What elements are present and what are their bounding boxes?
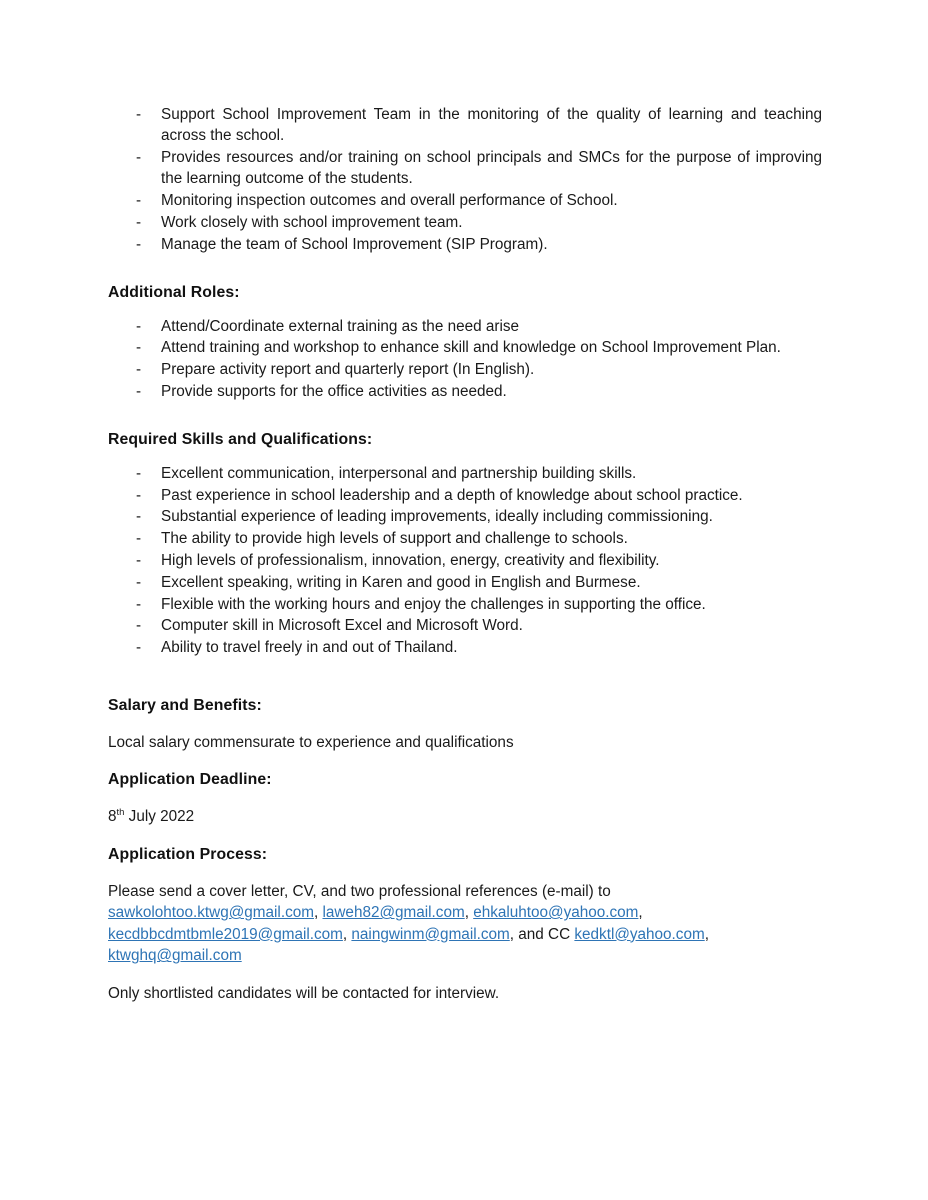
bullet-dash-icon: - bbox=[136, 486, 142, 504]
list-item bbox=[108, 190, 822, 211]
list-item-text: Support School Improvement Team in the monitoring of the quality of learning and teaching across the school. bbox=[161, 106, 822, 145]
spacer bbox=[108, 450, 822, 463]
additional-roles-list bbox=[108, 316, 822, 403]
deadline-date bbox=[108, 806, 822, 827]
list-item bbox=[108, 147, 822, 190]
heading-additional-roles: Additional Roles: bbox=[108, 283, 240, 301]
list-item-text: Flexible with the working hours and enjoy the challenges in supporting the office. bbox=[161, 595, 706, 613]
list-item bbox=[108, 212, 822, 233]
list-item bbox=[108, 316, 822, 337]
bullet-dash-icon: - bbox=[136, 149, 142, 167]
spacer bbox=[108, 790, 822, 806]
email-link-6[interactable]: kedktl@yahoo.com bbox=[574, 925, 705, 943]
email-link-7[interactable]: ktwghq@gmail.com bbox=[108, 947, 242, 965]
email-link-2[interactable]: laweh82@gmail.com bbox=[322, 904, 465, 922]
list-item bbox=[108, 615, 822, 636]
document-content bbox=[108, 104, 822, 1004]
separator: , bbox=[464, 904, 474, 922]
bullet-dash-icon: - bbox=[136, 106, 142, 123]
spacer bbox=[108, 865, 822, 881]
list-item-text: Excellent communication, interpersonal and partnership building skills. bbox=[161, 464, 637, 482]
spacer bbox=[108, 659, 822, 695]
list-item-text: Provides resources and/or training on school principals and SMCs for the purpose of improving the learning outcome of the students. bbox=[161, 149, 822, 188]
spacer bbox=[108, 403, 822, 429]
list-item-text: Work closely with school improvement team. bbox=[161, 213, 463, 231]
email-link-3[interactable]: ehkaluhtoo@yahoo.com bbox=[473, 904, 639, 922]
list-item-text: Attend training and workshop to enhance skill and knowledge on School Improvement Plan. bbox=[161, 339, 781, 357]
list-item bbox=[108, 104, 822, 147]
spacer bbox=[108, 716, 822, 732]
spacer bbox=[108, 828, 822, 844]
list-item bbox=[108, 337, 822, 358]
bullet-dash-icon: - bbox=[136, 213, 142, 231]
heading-application-process: Application Process: bbox=[108, 845, 268, 863]
closing-note: Only shortlisted candidates will be contacted for interview. bbox=[108, 984, 500, 1002]
list-item-text: Manage the team of School Improvement (SIP Program). bbox=[161, 235, 548, 253]
heading-salary-benefits: Salary and Benefits: bbox=[108, 696, 262, 714]
bullet-dash-icon: - bbox=[136, 235, 142, 253]
list-item-text: Past experience in school leadership and a depth of knowledge about school practice. bbox=[161, 486, 743, 504]
separator: , bbox=[638, 904, 643, 922]
separator: , bbox=[704, 925, 709, 943]
list-item bbox=[108, 381, 822, 402]
bullet-dash-icon: - bbox=[136, 464, 142, 482]
bullet-dash-icon: - bbox=[136, 573, 142, 591]
list-item bbox=[108, 485, 822, 506]
list-item-text: Monitoring inspection outcomes and overall performance of School. bbox=[161, 192, 618, 210]
list-item-text: Attend/Coordinate external training as the need arise bbox=[161, 317, 520, 335]
list-item-text: High levels of professionalism, innovation, energy, creativity and flexibility. bbox=[161, 551, 660, 569]
required-skills-list bbox=[108, 463, 822, 659]
list-item bbox=[108, 637, 822, 658]
bullet-dash-icon: - bbox=[136, 317, 142, 335]
list-item bbox=[108, 550, 822, 571]
list-item bbox=[108, 528, 822, 549]
email-link-1[interactable]: sawkolohtoo.ktwg@gmail.com bbox=[108, 904, 314, 922]
list-item bbox=[108, 572, 822, 593]
bullet-dash-icon: - bbox=[136, 595, 142, 613]
spacer bbox=[108, 256, 822, 282]
separator: , bbox=[342, 925, 352, 943]
list-item-text: Ability to travel freely in and out of Thailand. bbox=[161, 639, 458, 657]
heading-required-skills: Required Skills and Qualifications: bbox=[108, 430, 373, 448]
list-item-text: The ability to provide high levels of support and challenge to schools. bbox=[161, 530, 628, 548]
application-intro-text: Please send a cover letter, CV, and two professional references (e-mail) to bbox=[108, 882, 611, 900]
list-item-text: Computer skill in Microsoft Excel and Microsoft Word. bbox=[161, 617, 523, 635]
deadline-ordinal: th bbox=[116, 807, 125, 819]
list-item bbox=[108, 463, 822, 484]
bullet-dash-icon: - bbox=[136, 382, 142, 400]
salary-text: Local salary commensurate to experience and qualifications bbox=[108, 733, 514, 751]
heading-application-deadline: Application Deadline: bbox=[108, 771, 272, 789]
bullet-dash-icon: - bbox=[136, 361, 142, 379]
email-link-4[interactable]: kecdbbcdmtbmle2019@gmail.com bbox=[108, 925, 343, 943]
list-item bbox=[108, 359, 822, 380]
list-item-text: Substantial experience of leading improvements, ideally including commissioning. bbox=[161, 508, 713, 526]
bullet-dash-icon: - bbox=[136, 339, 142, 357]
list-item bbox=[108, 594, 822, 615]
list-item-text: Provide supports for the office activities as needed. bbox=[161, 382, 507, 400]
separator: , bbox=[313, 904, 323, 922]
list-item-text: Excellent speaking, writing in Karen and good in English and Burmese. bbox=[161, 573, 641, 591]
deadline-day: 8 bbox=[108, 808, 117, 826]
email-link-5[interactable]: naingwinm@gmail.com bbox=[351, 925, 510, 943]
cc-text: , and CC bbox=[509, 925, 575, 943]
bullet-dash-icon: - bbox=[136, 530, 142, 548]
list-item bbox=[108, 234, 822, 255]
deadline-rest: July 2022 bbox=[124, 808, 195, 826]
list-item bbox=[108, 506, 822, 527]
list-item-text: Prepare activity report and quarterly report (In English). bbox=[161, 361, 535, 379]
application-process-paragraph bbox=[108, 881, 788, 967]
responsibilities-list bbox=[108, 104, 822, 255]
bullet-dash-icon: - bbox=[136, 192, 142, 210]
spacer bbox=[108, 303, 822, 316]
bullet-dash-icon: - bbox=[136, 551, 142, 569]
spacer bbox=[108, 967, 822, 983]
bullet-dash-icon: - bbox=[136, 508, 142, 526]
bullet-dash-icon: - bbox=[136, 639, 142, 657]
spacer bbox=[108, 753, 822, 769]
bullet-dash-icon: - bbox=[136, 617, 142, 635]
